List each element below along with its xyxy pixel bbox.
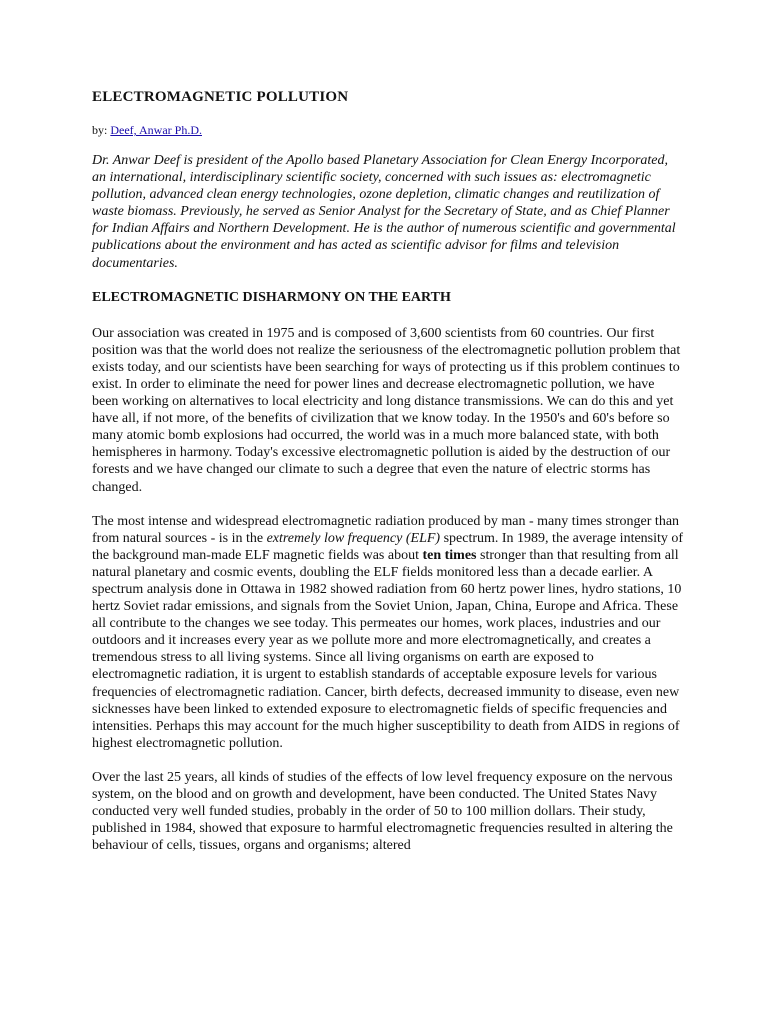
paragraph-3: Over the last 25 years, all kinds of studies of the effects of low level frequency exposure on the nervous system, on the blood and on growth and development, have been conducted. The United States Navy conducted very well funded studies, probably in the order of 50 to 100 million dollars. Their study, published in 1984, showed that exposure to harmful electromagnetic frequencies resulted in altering the behaviour of cells, tissues, organs and organisms; altered bbox=[92, 769, 673, 854]
paragraph-2-part-1: The most intense and widespread electromagnetic radiation produced by man - many times stronger than from natural sources - is in the bbox=[92, 513, 680, 546]
paragraph-1: Our association was created in 1975 and is composed of 3,600 scientists from 60 countries. Our first position was that the world does not realize the seriousness of the electromagnetic pollution problem that exists today, and our scientists have been searching for ways of protecting us if this problem continues to exist. In order to eliminate the need for power lines and decrease electromagnetic pollution, we have been working on alternatives to local electricity and long distance transmissions. We can do this and yet have all, if not more, of the benefits of civilization that we know today. In the 1950's and 60's before so many atomic bomb explosions had occurred, the world was in a much more balanced state, with both hemispheres in harmony. Today's excessive electromagnetic pollution is aided by the destruction of our forests and we have changed our climate to such a degree that even the nature of electric storms has changed. bbox=[92, 325, 681, 495]
paragraph-2-strong: ten times bbox=[422, 547, 477, 563]
paragraph-2-part-3: stronger than that resulting from all natural planetary and cosmic events, doubling the ELF fields monitored less than a decade earlier. A spectrum analysis done in Ottawa in 1982 showed radiation from 60 hertz power lines, hydro stations, 10 hertz Soviet radar emissions, and signals from the Soviet Union, Japan, China, Europe and Africa. These all contribute to the changes we see today. This permeates our homes, work places, industries and our outdoors and it increases every year as we pollute more and more electromagnetically, and creates a tremendous stress to all living systems. Since all living organisms on earth are exposed to electromagnetic radiation, it is urgent to establish standards of acceptable exposure levels for various frequencies of electromagnetic radiation. Cancer, birth defects, decreased immunity to disease, even new sicknesses have been linked to extended exposure to electromagnetic fields of specific frequencies and intensities. Perhaps this may account for the much higher susceptibility to death from AIDS in regions of highest electromagnetic pollution. bbox=[92, 547, 682, 751]
section-heading: ELECTROMAGNETIC DISHARMONY ON THE EARTH bbox=[92, 289, 451, 305]
author-intro: Dr. Anwar Deef is president of the Apollo based Planetary Association for Clean Energy Incorporated, an international, interdisciplinary scientific society, concerned with such issues as: electromagnetic pollution, advanced clean energy technologies, ozone depletion, climatic changes and reutilization of waste biomass. Previously, he served as Senior Analyst for the Secretary of State, and as Chief Planner for Indian Affairs and Northern Development. He is the author of numerous scientific and governmental publications about the environment and has acted as scientific advisor for films and television documentaries. bbox=[92, 153, 676, 271]
document-title: ELECTROMAGNETIC POLLUTION bbox=[92, 89, 349, 105]
paragraph-2-part-2: spectrum. In 1989, the average intensity of the background man-made ELF magnetic fields was about bbox=[92, 530, 684, 563]
document-page bbox=[92, 88, 684, 871]
byline bbox=[92, 123, 684, 137]
author-link[interactable]: Deef, Anwar Ph.D. bbox=[110, 123, 202, 137]
paragraph-2 bbox=[92, 513, 684, 752]
byline-prefix: by: bbox=[92, 123, 111, 137]
paragraph-2-emphasis: extremely low frequency (ELF) bbox=[266, 530, 441, 546]
